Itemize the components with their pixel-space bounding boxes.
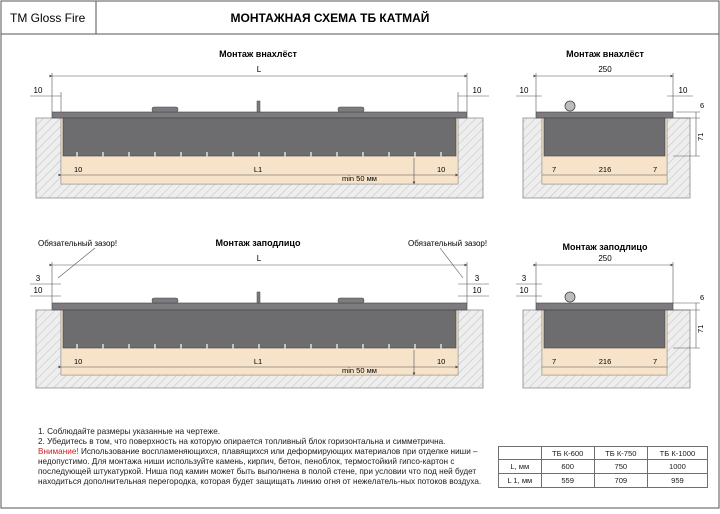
- dim-L: L: [256, 65, 262, 74]
- spec-header-row: [499, 447, 708, 460]
- dim-10-inner-right: 10: [437, 165, 446, 174]
- flush-dim-10-left: 10: [33, 286, 43, 295]
- gap-note-right: Обязательный зазор!: [408, 239, 488, 248]
- flush-side-handle: [565, 292, 575, 302]
- spec-cell: 709: [594, 474, 647, 488]
- flush-side-dim-71: 71: [696, 324, 705, 333]
- burner-body: [63, 118, 456, 156]
- flush-dim-10-right: 10: [472, 286, 482, 295]
- dim-10-inner-left: 10: [74, 165, 83, 174]
- flush-dim-min50: min 50 мм: [342, 366, 377, 375]
- spec-table: [498, 446, 708, 488]
- ignition-rod: [257, 101, 260, 112]
- spec-header-cell: ТБ К-750: [594, 447, 647, 460]
- flush-top-frame: [52, 303, 467, 310]
- spec-cell: L 1, мм: [499, 474, 542, 488]
- overlap-side-view: [516, 49, 705, 198]
- flush-handle-left: [152, 298, 178, 303]
- flush-dim-10-inner-left: 10: [74, 357, 83, 366]
- flush-dim-10-inner-right: 10: [437, 357, 446, 366]
- gap-note-left: Обязательный зазор!: [38, 239, 118, 248]
- lid-handle-left: [152, 107, 178, 112]
- dim-min50: min 50 мм: [342, 174, 377, 183]
- flush-front-view: [30, 238, 489, 388]
- flush-side-title: Монтаж заподлицо: [562, 242, 648, 252]
- flush-dim-3-right: 3: [474, 274, 480, 283]
- warning-text: Использование воспламеняющихся, плавящихся или деформирующих материалов при отделке ниши – недопустимо. Для монтажа ниши используйте камень, кирпич, бетон, пеноблок, термостойкий гипсо-картон с последующей штукатуркой. Ниша под камин может быть выполнена в полой стене, при условии что под ней будет находиться дополнительная перегородка, которая будет защищать линию огня от нежелатель-ных потоков воздуха.: [38, 447, 482, 486]
- dim-L1: L1: [253, 165, 263, 174]
- overlap-front-title: Монтаж внахлёст: [219, 49, 297, 59]
- flush-side-dim-216: 216: [598, 357, 612, 366]
- side-dim-216: 216: [598, 165, 612, 174]
- overlap-side-title: Монтаж внахлёст: [566, 49, 644, 59]
- flush-side-dim-6: 6: [700, 293, 705, 302]
- side-dim-7-right: 7: [653, 165, 658, 174]
- side-dim-10-right: 10: [678, 86, 688, 95]
- note-warning: [38, 447, 500, 487]
- flush-side-dim-7-left: 7: [552, 357, 557, 366]
- side-burner-body: [544, 118, 665, 156]
- spec-cell: 959: [647, 474, 707, 488]
- flush-ignition-rod: [257, 292, 260, 303]
- flush-side-dim-7-right: 7: [653, 357, 658, 366]
- spec-cell: 600: [541, 460, 594, 474]
- flush-side-burner-body: [544, 310, 665, 348]
- spec-cell: 750: [594, 460, 647, 474]
- gap-leader-right: [440, 248, 463, 278]
- spec-cell: 559: [541, 474, 594, 488]
- flush-burner-body: [63, 310, 456, 348]
- flush-front-title: Монтаж заподлицо: [215, 238, 301, 248]
- spec-cell: 1000: [647, 460, 707, 474]
- flush-side-top-frame: [536, 303, 673, 310]
- flush-side-dim-250: 250: [598, 254, 612, 263]
- note-2: 2. Убедитесь в том, что поверхность на которую опирается топливный блок горизонтальна и симметрична.: [38, 437, 446, 446]
- spec-cell: L, мм: [499, 460, 542, 474]
- flush-dim-L: L: [256, 254, 262, 263]
- side-dim-6: 6: [700, 101, 705, 110]
- flush-side-dim-3: 3: [521, 274, 527, 283]
- spec-header-cell: [499, 447, 542, 460]
- overlap-front-view: [30, 49, 489, 198]
- dim-10-left: 10: [33, 86, 43, 95]
- dim-10-right: 10: [472, 86, 482, 95]
- warning-label: Внимание!: [38, 447, 79, 456]
- spec-header-cell: ТБ К-600: [541, 447, 594, 460]
- sheet-title: МОНТАЖНАЯ СХЕМА ТБ КАТМАЙ: [230, 11, 430, 25]
- installation-notes: [38, 427, 500, 487]
- gap-leader-left: [58, 248, 95, 278]
- flush-side-view: [516, 242, 705, 388]
- side-dim-71: 71: [696, 132, 705, 141]
- spec-row: [499, 460, 708, 474]
- lid-handle-right: [338, 107, 364, 112]
- side-dim-10-left: 10: [519, 86, 529, 95]
- top-frame: [52, 112, 467, 118]
- spec-header-cell: ТБ К-1000: [647, 447, 707, 460]
- flush-dim-3-left: 3: [35, 274, 41, 283]
- spec-row: [499, 474, 708, 488]
- flush-handle-right: [338, 298, 364, 303]
- side-handle: [565, 101, 575, 111]
- flush-dim-L1: L1: [253, 357, 263, 366]
- flush-side-dim-10: 10: [519, 286, 529, 295]
- side-dim-7-left: 7: [552, 165, 557, 174]
- dim-250: 250: [598, 65, 612, 74]
- side-top-frame: [536, 112, 673, 118]
- note-1: 1. Соблюдайте размеры указанные на чертеже.: [38, 427, 221, 436]
- brand-name: TM Gloss Fire: [10, 11, 86, 25]
